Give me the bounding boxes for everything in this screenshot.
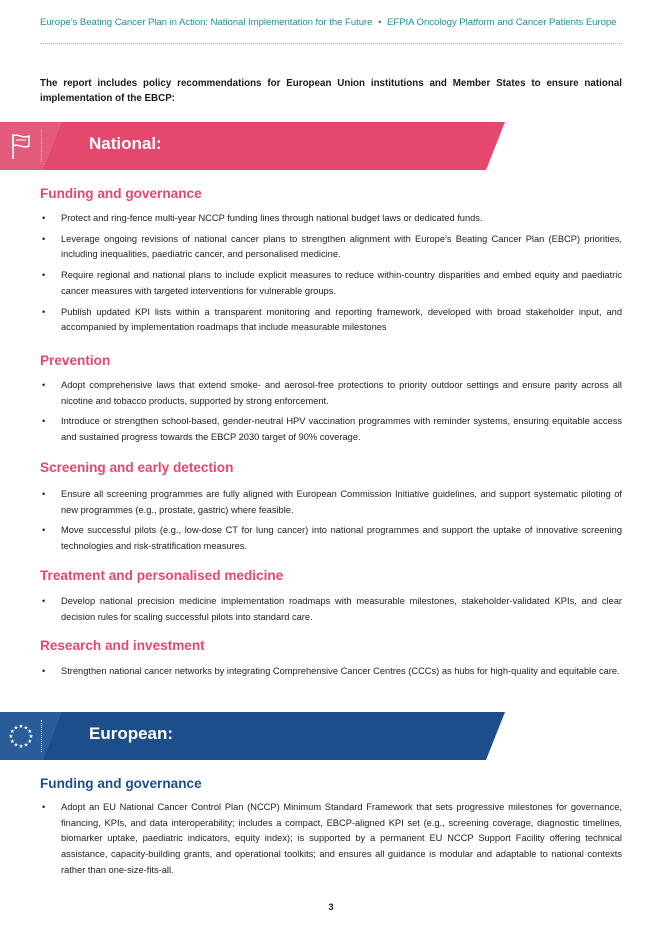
section-heading: Prevention: [40, 353, 111, 368]
bullet-glyph: •: [42, 213, 46, 223]
bullet-glyph: •: [42, 525, 46, 536]
bullet-glyph: •: [42, 416, 46, 427]
report-title: Europe’s Beating Cancer Plan in Action: National Implementation for the Future: [40, 17, 373, 28]
list-item: [40, 800, 622, 879]
prevention-list: [40, 378, 622, 446]
eu-star-icon: ★: [8, 734, 14, 740]
eu-star-icon: ★: [27, 729, 33, 735]
bullet-glyph: •: [42, 233, 46, 244]
eu-star-icon: ★: [13, 725, 19, 732]
eu-star-icon: ★: [18, 744, 24, 750]
section-heading: Funding and governance: [40, 186, 202, 201]
list-item-text: Ensure all screening programmes are fully aligned with European Commission Initiative guidelines, and support systematic piloting of new programmes (e.g., prostate, gastric) where feasible.: [61, 489, 622, 515]
list-item: [40, 211, 622, 227]
header-divider: [40, 43, 622, 44]
list-item: [40, 594, 622, 625]
eu-stars-icon: [7, 721, 35, 751]
section-heading: Funding and governance: [40, 776, 202, 791]
banner-divider: [41, 130, 42, 162]
treatment-list: [40, 594, 622, 625]
list-item: [40, 664, 622, 680]
eu-star-icon: ★: [13, 742, 19, 749]
screening-list: [40, 487, 622, 555]
list-item: [40, 378, 622, 409]
list-item-text: Develop national precision medicine implementation roadmaps with measurable milestones, stakeholder-validated KPIs, and clear decision rules for scaling successful pilots into standard care.: [61, 596, 622, 622]
bullet-glyph: •: [42, 306, 46, 317]
bullet-glyph: •: [42, 380, 46, 390]
list-item: [40, 414, 622, 445]
bullet-glyph: •: [42, 489, 46, 499]
list-item-text: Leverage ongoing revisions of national cancer plans to strengthen alignment with Europe’s Beating Cancer Plan (EBCP) priorities, including inequalities, paediatric cancer, and personalised medicine.: [61, 233, 622, 260]
funding-governance-list: [40, 211, 622, 336]
list-item-text: Publish updated KPI lists within a transparent monitoring and reporting framework, developed with broad stakeholder input, and accompanied by implementation roadmaps that include measurable milestones: [61, 306, 622, 333]
research-list: [40, 664, 622, 680]
eu-star-icon: ★: [23, 725, 29, 732]
list-item-text: Adopt an EU National Cancer Control Plan (NCCP) Minimum Standard Framework that sets progressive milestones for governance, financing, KPIs, and data interoperability; includes a compact, EBCP-aligned KPI set (e.g., screening coverage, diagnostic timelines, biomarker uptake, paediatric indicators, equity index); is supported by a permanent EU NCCP Support Facility offering technical assistance, capacity-building grants, and operational toolkits; and ensures all guidance is modular and adaptable to national contexts rather than one-size-fits-all.: [61, 802, 622, 875]
eu-star-icon: ★: [9, 739, 15, 745]
list-item: [40, 487, 622, 518]
intro-paragraph: The report includes policy recommendations for European Union institutions and Member States to ensure national implementation of the EBCP:: [40, 78, 622, 104]
header-separator: •: [378, 17, 382, 28]
section-heading: Screening and early detection: [40, 460, 234, 475]
report-authors: EFPIA Oncology Platform and Cancer Patients Europe: [387, 17, 617, 28]
list-item: [40, 523, 622, 554]
bullet-glyph: •: [42, 270, 46, 281]
banner-divider: [41, 720, 42, 752]
bullet-glyph: •: [42, 802, 46, 812]
european-banner: [0, 712, 662, 760]
bullet-glyph: •: [42, 666, 46, 676]
running-header: [40, 17, 625, 28]
section-heading: Research and investment: [40, 638, 205, 653]
list-item: [40, 268, 622, 299]
european-funding-list: [40, 800, 622, 879]
national-banner-title: National:: [89, 134, 162, 153]
list-item-text: Strengthen national cancer networks by integrating Comprehensive Cancer Centres (CCCs) as hubs for high-quality and equitable care.: [61, 666, 620, 676]
section-heading: Treatment and personalised medicine: [40, 568, 284, 583]
eu-star-icon: ★: [9, 729, 15, 735]
eu-star-icon: ★: [18, 724, 24, 730]
list-item-text: Require regional and national plans to include explicit measures to reduce within-country disparities and embed equity and paediatric cancer measures with targeted interventions for vulnerable groups.: [61, 270, 622, 296]
list-item: [40, 232, 622, 263]
list-item-text: Protect and ring-fence multi-year NCCP funding lines through national budget laws or dedicated funds.: [61, 213, 483, 223]
list-item-text: Introduce or strengthen school-based, gender-neutral HPV vaccination programmes with reminder systems, ensuring equitable access and sustained progress towards the EBCP 2030 target of 90% coverage.: [61, 416, 622, 443]
eu-star-icon: ★: [28, 734, 34, 740]
eu-star-icon: ★: [23, 742, 29, 749]
list-item-text: Move successful pilots (e.g., low-dose CT for lung cancer) into national programmes and support the uptake of innovative screening technologies and risk-stratification measures.: [61, 525, 622, 552]
list-item: [40, 305, 622, 336]
national-banner: [0, 122, 662, 170]
european-banner-title: European:: [89, 724, 174, 743]
bullet-glyph: •: [42, 596, 46, 606]
page-number: 3: [328, 902, 334, 912]
flag-icon: [7, 131, 35, 161]
list-item-text: Adopt comprehensive laws that extend smoke- and aerosol-free protections to priority outdoor settings and ensure parity across all nicotine and tobacco products, supported by strong enforcement.: [61, 380, 622, 406]
eu-star-icon: ★: [27, 739, 33, 745]
